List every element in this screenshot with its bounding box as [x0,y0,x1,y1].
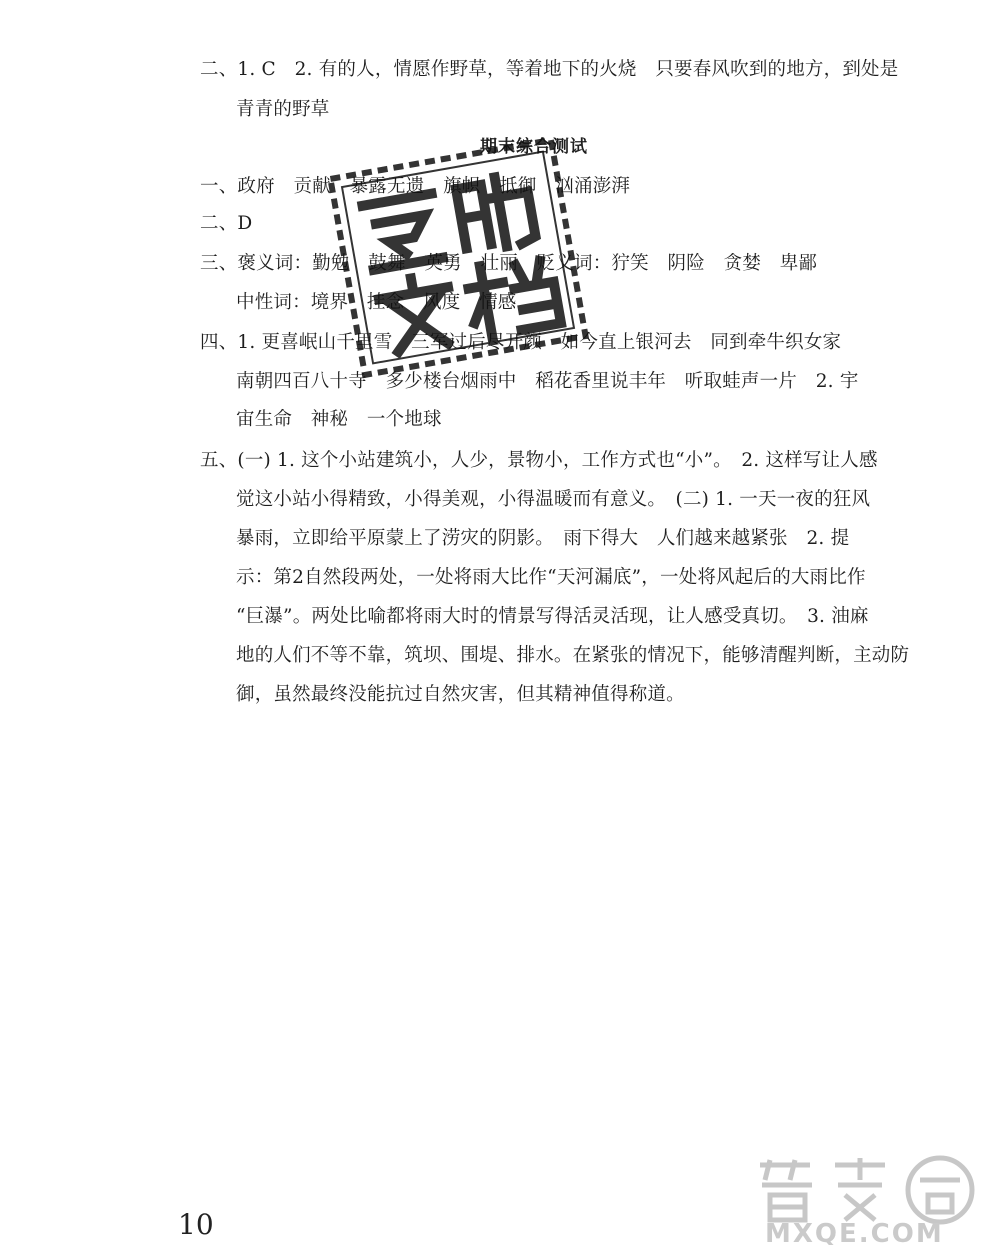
answer-line-4: 四、1. 更喜岷山千里雪 三军过后尽开颜 如今直上银河去 同到牵牛织女家 [200,332,842,353]
answer-line-5-cont-6: 御，虽然最终没能抗过自然灾害，但其精神值得称道。 [236,684,685,705]
answer-line-4-cont-1: 南朝四百八十寺 多少楼台烟雨中 稻花香里说丰年 听取蛙声一片 2. 宇 [236,371,859,392]
answer-line-5-cont-4: “巨瀑”。两处比喻都将雨大时的情景写得活灵活现，让人感受真切。 3. 油麻 [236,606,869,627]
answer-line-5-cont-5: 地的人们不等不靠，筑坝、围堤、排水。在紧张的情况下，能够清醒判断，主动防 [236,645,910,666]
svg-text:MXQE.COM: MXQE.COM [765,1219,944,1245]
answer-line-5: 五、(一) 1. 这个小站建筑小，人少，景物小，工作方式也“小”。 2. 这样写让人感 [200,450,878,471]
answer-line-2-1-cont: 青青的野草 [236,99,330,120]
site-watermark-logo [750,1150,990,1245]
page-number: 10 [178,1208,214,1241]
answer-line-2-1: 二、1. C 2. 有的人，情愿作野草，等着地下的火烧 只要春风吹到的地方，到处是 [200,59,899,80]
answer-line-4-cont-2: 宙生命 神秘 一个地球 [236,409,442,430]
answer-line-5-cont-1: 觉这小站小得精致，小得美观，小得温暖而有意义。 (二) 1. 一天一夜的狂风 [236,489,871,510]
stamp-watermark [321,131,595,384]
answer-line-2: 二、D [200,213,253,234]
section-title: 期末综合测试 [480,137,588,157]
answer-line-3-cont: 中性词：境界 挂念 风度 情感 [236,292,517,313]
answer-line-3: 三、褒义词：勤勉 鼓舞 英勇 壮丽 贬义词：狞笑 阴险 贪婪 卑鄙 [200,253,818,274]
answer-line-5-cont-2: 暴雨，立即给平原蒙上了涝灾的阴影。 雨下得大 人们越来越紧张 2. 提 [236,528,850,549]
answer-line-5-cont-3: 示：第2自然段两处，一处将雨大比作“天河漏底”，一处将风起后的大雨比作 [236,567,866,588]
answer-line-1: 一、政府 贡献 暴露无遗 旗帜 抵御 汹涌澎湃 [200,176,631,197]
